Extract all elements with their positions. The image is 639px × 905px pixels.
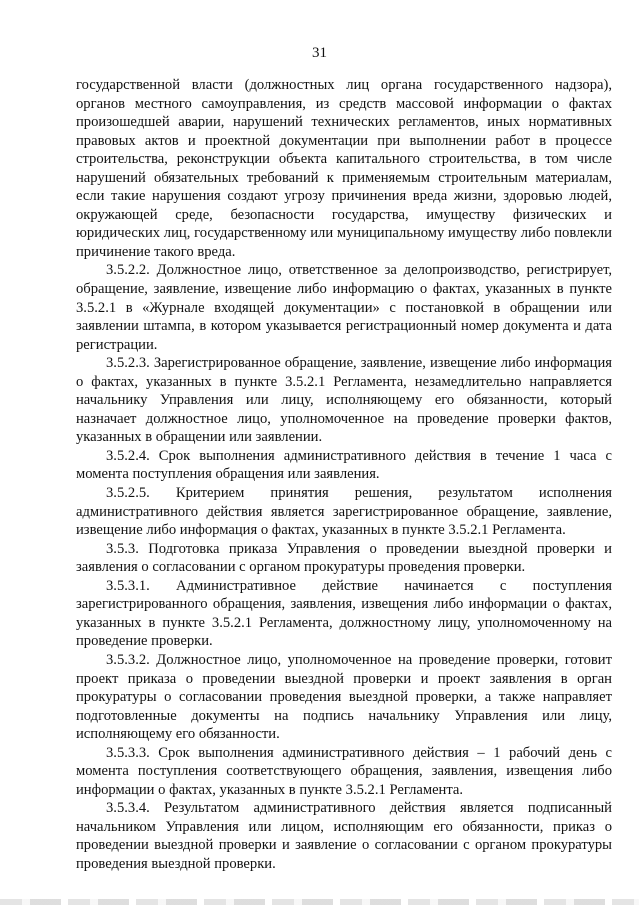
paragraph-3-5-2-5: 3.5.2.5. Критерием принятия решения, результатом исполнения административного действия является зарегистрированное обращение, заявление, извещение либо информация о фактах, указанных в пункте 3.5.2.1 Регламента. <box>76 485 612 539</box>
page-number: 31 <box>312 45 327 61</box>
paragraph-3-5-3-4: 3.5.3.4. Результатом административного действия является подписанный начальником Управления или лицом, исполняющим его обязанности, приказ о проведении выездной проверки и заявление о согласовании с органом прокуратуры проведения выездной проверки. <box>76 800 612 872</box>
paragraph-3-5-2-2: 3.5.2.2. Должностное лицо, ответственное за делопроизводство, регистрирует, обращение, заявление, извещение либо информацию о фактах, указанных в пункте 3.5.2.1 в «Журнале входящей документации» с постановкой в обращении или заявлении штампа, в котором указывается регистрационный номер документа и дата регистрации. <box>76 262 612 353</box>
paragraph-3-5-3: 3.5.3. Подготовка приказа Управления о проведении выездной проверки и заявления о согласовании с органом прокуратуры проведения проверки. <box>76 540 612 576</box>
paragraph-3-5-2-4: 3.5.2.4. Срок выполнения административного действия в течение 1 часа с момента поступления обращения или заявления. <box>76 447 612 483</box>
paragraph-3-5-3-3: 3.5.3.3. Срок выполнения административного действия – 1 рабочий день с момента поступления соответствующего обращения, заявления, извещения либо информации о фактах, указанных в пункте 3.5.2.1 Регламента. <box>76 744 612 798</box>
paragraph-3-5-3-1: 3.5.3.1. Административное действие начинается с поступления зарегистрированного обращения, заявления, извещения либо информации о фактах, указанных в пункте 3.5.2.1 Регламента, должностному лицу, уполномоченному на проведение проверки. <box>76 577 612 650</box>
paragraph-continuation: государственной власти (должностных лиц органа государственного надзора), органов местного самоуправления, из средств массовой информации о фактах произошедшей аварии, нарушений технических регламентов, иных нормативных правовых актов и проектной документации при выполнении работ в процессе строительства, реконструкции объекта капитального строительства, в том числе нарушений обязательных требований к применяемым строительным материалам, если такие нарушения создают угрозу причинения вреда жизни, здоровью людей, окружающей среде, безопасности государства, имуществу физических и юридических лиц, государственному или муниципальному имуществу либо повлекли причинение такого вреда. <box>76 77 612 260</box>
paragraph-3-5-3-2: 3.5.3.2. Должностное лицо, уполномоченное на проведение проверки, готовит проект приказа о проведении выездной проверки и проект заявления в орган прокуратуры о согласовании проведения выездной проверки, а также направляет подготовленные документы на подпись начальнику Управления или лицу, исполняющему его обязанности. <box>76 651 612 743</box>
paragraph-3-5-2-3: 3.5.2.3. Зарегистрированное обращение, заявление, извещение либо информация о фактах, указанных в пункте 3.5.2.1 Регламента, незамедлительно направляется начальнику Управления или лицу, исполняющему его обязанности, который назначает должностное лицо, уполномоченное на проведение проверки фактов, указанных в обращении или заявлении. <box>76 355 612 446</box>
document-body <box>76 76 612 874</box>
scan-bottom-edge <box>0 899 639 905</box>
